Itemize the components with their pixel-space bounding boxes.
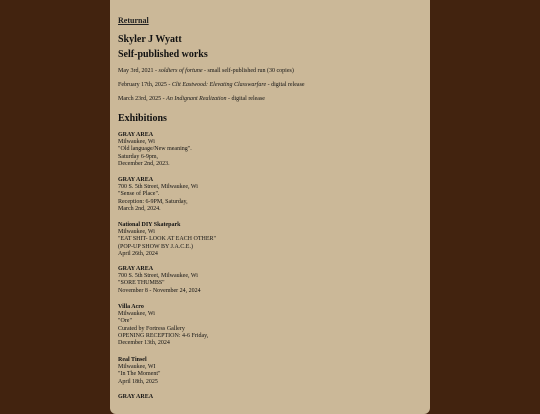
exhibition-line: December 13th, 2024 bbox=[118, 340, 170, 347]
exhibition-line: Reception: 6-9PM, Saturday, bbox=[118, 198, 188, 205]
exhibition-venue: GRAY AREA bbox=[118, 177, 154, 183]
exhibition-venue: GRAY AREA bbox=[118, 132, 154, 138]
works-heading: Self-published works bbox=[118, 49, 208, 60]
exhibition-line: Curated by Fortress Gallery bbox=[118, 325, 185, 332]
exhibition-line: (POP-UP SHOW BY J.A.C.E.) bbox=[118, 243, 193, 250]
content-panel bbox=[110, 0, 430, 414]
exhibition-line: December 2nd, 2023. bbox=[118, 160, 170, 167]
exhibition-line: Milwaukee, Wi bbox=[118, 311, 155, 318]
exhibition-venue: Villa Acro bbox=[118, 304, 144, 310]
exhibition-venue: GRAY AREA bbox=[118, 394, 154, 400]
work-item: May 3rd, 2021 - soldiers of fortune - small self-published run (30 copies) bbox=[118, 68, 294, 74]
exhibition-item bbox=[118, 394, 153, 401]
exhibition-venue: National DIY Skatepark bbox=[118, 222, 181, 228]
exhibition-item bbox=[118, 132, 192, 168]
exhibition-line: 700 S. 5th Street, Milwaukee, Wi bbox=[118, 273, 198, 280]
exhibition-item bbox=[118, 222, 216, 258]
exhibition-item bbox=[118, 304, 208, 347]
exhibition-item bbox=[118, 177, 198, 213]
exhibition-line: 700 S. 5th Street, Milwaukee, Wi bbox=[118, 184, 198, 191]
exhibition-line: "Ore" bbox=[118, 318, 132, 325]
exhibition-line: November 8 - November 24, 2024 bbox=[118, 287, 201, 294]
work-item: February 17th, 2025 - Clit Eastwood: Elevating Classwarfare - digital release bbox=[118, 82, 305, 88]
exhibition-line: Milwaukee, WI bbox=[118, 364, 156, 371]
returnal-link[interactable]: Returnal bbox=[118, 16, 149, 25]
exhibition-line: "Old language/New meaning". bbox=[118, 146, 192, 153]
exhibition-line: Milwaukee, Wi bbox=[118, 139, 155, 146]
work-item: March 23rd, 2025 - An Indignant Realization - digital release bbox=[118, 96, 265, 102]
exhibitions-heading: Exhibitions bbox=[118, 113, 167, 124]
exhibition-line: April 18th, 2025 bbox=[118, 378, 158, 385]
exhibition-line: Saturday 6-9pm, bbox=[118, 153, 158, 160]
exhibition-line: "SORE THUMBS" bbox=[118, 280, 165, 287]
exhibition-line: "In The Moment" bbox=[118, 371, 161, 378]
exhibition-line: "EAT SHIT- LOOK AT EACH OTHER" bbox=[118, 236, 216, 243]
exhibition-line: March 2nd, 2024. bbox=[118, 205, 161, 212]
artist-name: Skyler J Wyatt bbox=[118, 34, 182, 45]
exhibition-item bbox=[118, 357, 160, 386]
exhibition-venue: Real Tinsel bbox=[118, 357, 147, 363]
exhibition-line: April 26th, 2024 bbox=[118, 250, 158, 257]
exhibition-item bbox=[118, 266, 201, 295]
exhibition-line: "Sense of Place". bbox=[118, 191, 160, 198]
exhibition-line: OPENING RECEPTION: 4-6 Friday, bbox=[118, 332, 209, 339]
exhibition-venue: GRAY AREA bbox=[118, 266, 154, 272]
exhibition-line: Milwaukee, Wi bbox=[118, 229, 155, 236]
